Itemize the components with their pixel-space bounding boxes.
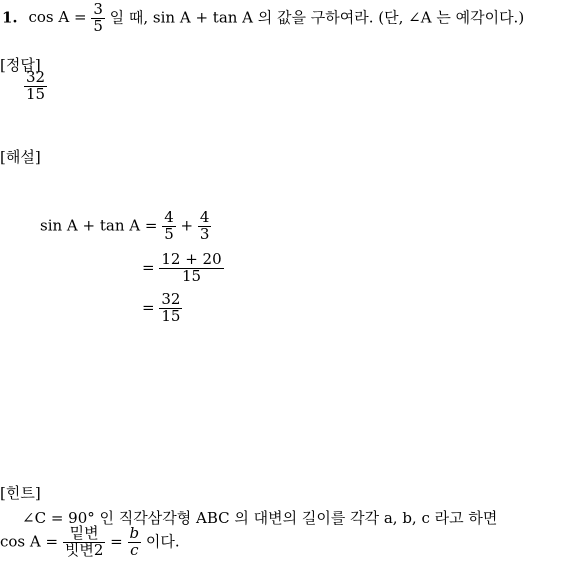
solution-frac-2-num: 12 + 20	[161, 250, 222, 268]
solution-eq-3: =	[142, 298, 155, 317]
solution-line-3	[142, 292, 182, 325]
question-number: 1.	[2, 8, 18, 27]
answer-den: 15	[26, 84, 46, 103]
hint-frac-1-den: 빗변2	[64, 540, 104, 559]
solution-frac-a-num: 4	[164, 208, 174, 226]
solution-line-2	[142, 252, 224, 285]
hint-frac-2-den: c	[128, 542, 142, 559]
question-line	[2, 2, 524, 35]
solution-frac-2	[159, 252, 223, 285]
solution-lhs: sin A + tan A =	[40, 216, 158, 235]
solution-frac-b	[198, 210, 212, 243]
hint-frac-1	[63, 526, 106, 559]
solution-frac-b-den: 3	[199, 224, 210, 243]
question-cos-expr: cos A =	[28, 8, 87, 27]
hint-line-1: ∠C = 90° 인 직각삼각형 ABC 의 대변의 길이를 각각 a, b, c 라고 하면	[22, 509, 498, 527]
hint-cos-lhs: cos A =	[0, 532, 59, 551]
hint-label: [힌트]	[0, 484, 41, 502]
answer-fraction	[24, 70, 47, 103]
hint-line-2	[0, 526, 180, 559]
question-fraction	[91, 2, 105, 35]
solution-frac-3-num: 32	[161, 290, 181, 308]
question-frac-den: 5	[93, 16, 103, 35]
solution-frac-b-num: 4	[199, 208, 210, 226]
hint-tail: 이다.	[145, 532, 180, 551]
solution-frac-2-den: 15	[159, 268, 223, 285]
solution-eq-2: =	[142, 258, 155, 277]
solution-frac-3-den: 15	[161, 306, 181, 325]
solution-line-1	[40, 210, 211, 243]
hint-frac-2-num: b	[129, 524, 140, 542]
solution-label: [해설]	[0, 148, 41, 166]
solution-frac-3	[159, 292, 182, 325]
question-text: 일 때, sin A + tan A 의 값을 구하여라. (단, ∠A 는 예각이다.)	[109, 8, 525, 27]
solution-plus: +	[180, 216, 194, 235]
hint-eq: =	[110, 532, 123, 551]
question-frac-num: 3	[93, 0, 103, 18]
solution-frac-a	[162, 210, 176, 243]
answer-label: [정답]	[0, 56, 41, 74]
hint-frac-1-num: 밑변	[69, 524, 99, 542]
solution-frac-a-den: 5	[164, 224, 174, 243]
hint-frac-2	[128, 526, 142, 559]
answer-num: 32	[26, 68, 46, 86]
